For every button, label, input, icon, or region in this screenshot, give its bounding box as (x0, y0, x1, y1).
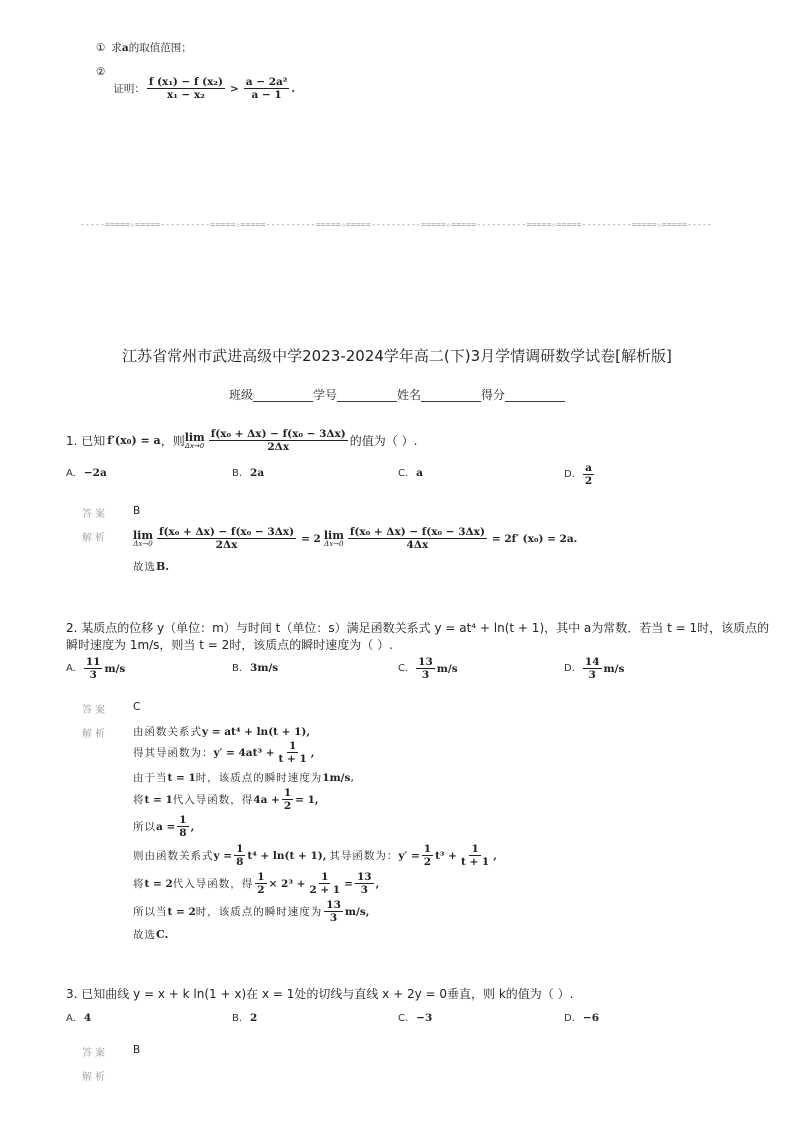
step-math: t = 2 (167, 905, 196, 918)
sub-item-2-number: ② (96, 66, 106, 78)
question-1-tail: 的值为（ ）. (349, 434, 418, 449)
step-punct: , (310, 746, 315, 759)
fraction-denominator: t + 1 (278, 753, 307, 766)
question-3-option-b[interactable] (232, 1012, 257, 1024)
fraction-numerator: f (x₁) − f (x₂) (148, 76, 223, 88)
question-2-analysis-label: 解析 (82, 729, 108, 740)
solution-fraction-2 (348, 526, 487, 551)
option-unit: m/s (436, 662, 458, 675)
fraction-denominator: a − 1 (251, 89, 282, 102)
step-punct: , (190, 820, 195, 833)
step-math: m/s, (344, 905, 370, 918)
fraction-denominator: 2 (584, 475, 593, 488)
fraction-denominator: x₁ − x₂ (167, 89, 205, 102)
fraction-numerator: a (585, 462, 592, 474)
option-letter: D. (564, 1012, 575, 1024)
option-fraction (84, 656, 103, 681)
step-text: 所以当 (133, 906, 168, 919)
step-text: 时，该质点的瞬时速度为 (195, 772, 323, 784)
option-letter: C. (398, 467, 409, 479)
fraction-denominator: 2 + 1 (309, 884, 341, 897)
sub-item-1-tail: 的取值范围； (128, 42, 192, 54)
fraction-numerator: f(x₀ + Δx) − f(x₀ − 3Δx) (159, 526, 295, 538)
step-math: y = at⁴ + ln(t + 1), (202, 725, 311, 738)
fraction-numerator: 1 (179, 814, 187, 826)
star-divider: -----=====☆=====----------=====☆=====----------=====☆=====----------=====☆=====----------=====☆=====----------=====☆=====----- (80, 220, 713, 229)
limit-word: lim (323, 528, 344, 542)
limit-operator (133, 530, 153, 548)
student-info-line: 班级__________学号__________姓名__________得分__________ (228, 388, 565, 402)
fraction-denominator: 4Δx (406, 539, 429, 552)
sub-item-1 (96, 40, 192, 55)
limit-word: lim (133, 528, 153, 542)
question-3-option-a[interactable] (66, 1012, 91, 1024)
step-math: t = 1 (167, 771, 196, 784)
question-2-answer: C (133, 701, 141, 713)
fraction-numerator: 13 (356, 871, 372, 883)
solution-step-2 (133, 740, 314, 765)
fraction-numerator: 11 (85, 656, 101, 668)
fraction-numerator: 1 (236, 843, 244, 855)
question-1-number: 1. 已知 (66, 434, 106, 449)
step-text: 将 (133, 878, 145, 891)
option-letter: B. (232, 1012, 243, 1024)
question-3-answer: B (133, 1044, 141, 1056)
fraction-numerator: 1 (321, 871, 329, 883)
step-text: 其导函数为： (329, 850, 399, 863)
sub-item-2-lhs-fraction (147, 76, 225, 101)
step-math: a = (156, 820, 176, 833)
question-3-stem: 3. 已知曲线 y = x + k ln(1 + x)在 x = 1处的切线与直线 x + 2y = 0垂直，则 k的值为（ ）. (66, 987, 574, 1001)
sub-item-2-label: 证明： (113, 83, 145, 96)
step-math: y′ = 4at³ + (213, 746, 275, 759)
fraction-numerator: 1 (288, 740, 297, 752)
option-letter: C. (398, 1012, 409, 1024)
option-letter: D. (564, 469, 575, 481)
option-value: −6 (582, 1012, 599, 1024)
fraction-numerator: 1 (283, 787, 292, 799)
step-text: 得其导函数为： (133, 747, 214, 760)
option-letter: A. (66, 467, 76, 479)
solution-step-6 (133, 843, 497, 868)
sub-item-2 (96, 66, 295, 101)
fraction-denominator: 2 (257, 884, 265, 897)
question-1-option-d[interactable] (564, 462, 596, 487)
step-math: t = 2 (144, 877, 173, 890)
period: . (291, 82, 296, 95)
step-fraction (277, 740, 309, 765)
step-fraction (177, 814, 188, 839)
limit-operator (185, 432, 205, 450)
sub-item-1-text: 求 (111, 42, 122, 54)
solution-step-5 (133, 814, 194, 839)
fraction-denominator: 3 (588, 669, 596, 682)
option-unit: m/s (104, 662, 126, 675)
question-1-solution-line (133, 526, 577, 551)
question-1-analysis-label: 解析 (82, 533, 108, 544)
solution-result: = 2f′ (x₀) = 2a. (491, 532, 578, 545)
fraction-numerator: 1 (423, 843, 432, 855)
step-fraction (255, 871, 266, 896)
fraction-numerator: 13 (326, 899, 341, 911)
limit-subscript: Δx→0 (185, 441, 205, 450)
step-math: t = 1 (144, 793, 173, 806)
option-letter: A. (66, 663, 76, 675)
option-unit: m/s (603, 662, 625, 675)
step-math: 1m/s (322, 771, 351, 784)
fraction-numerator: a − 2a² (245, 76, 288, 88)
option-value: 3m/s (250, 662, 279, 674)
question-2-stem-line-2: 瞬时速度为 1m/s，则当 t = 2时，该质点的瞬时速度为（ ）. (66, 638, 393, 652)
limit-subscript: Δx→0 (324, 539, 344, 548)
step-math: y′ = (398, 849, 420, 862)
question-1-condition: f′(x₀) = a (107, 434, 161, 448)
solution-fraction-1 (157, 526, 296, 551)
option-letter: B. (232, 467, 243, 479)
sub-item-1-number: ① (96, 41, 106, 54)
step-text: 由函数关系式 (133, 726, 202, 738)
fraction-numerator: f(x₀ + Δx) − f(x₀ − 3Δx) (349, 526, 485, 538)
step-punct: , (493, 849, 497, 862)
question-2-stem-line-1: 2. 某质点的位移 y（单位：m）与时间 t（单位：s）满足函数关系式 y = at⁴ + ln(t + 1)，其中 a为常数．若当 t = 1时，该质点的 (66, 621, 770, 635)
fraction-denominator: 3 (89, 669, 97, 682)
step-fraction (234, 843, 245, 868)
step-math: × 2³ + (268, 877, 306, 890)
option-value: 4 (83, 1012, 92, 1024)
limit-operator (324, 530, 344, 548)
fraction-denominator: t + 1 (460, 856, 490, 869)
solution-step-3 (133, 770, 355, 785)
choice-letter: C. (156, 928, 169, 941)
fraction-numerator: 1 (257, 871, 265, 883)
question-2-option-d[interactable] (564, 656, 624, 681)
question-3-answer-label: 答案 (82, 1048, 108, 1059)
step-math: = (344, 877, 353, 890)
option-fraction (583, 462, 594, 487)
greater-than-sign: > (229, 82, 239, 95)
step-math: y = (213, 849, 233, 862)
step-fraction (422, 843, 433, 868)
step-text: 代入导函数，得 (172, 794, 254, 807)
sub-item-2-rhs-fraction (244, 76, 290, 101)
sub-item-1-var: a (121, 41, 129, 54)
limit-word: lim (184, 430, 205, 444)
fraction-numerator: 13 (418, 656, 433, 668)
step-punct: , (350, 771, 355, 784)
option-value: −2a (83, 467, 107, 479)
question-3-option-d[interactable] (564, 1012, 599, 1024)
fraction-denominator: 3 (360, 884, 368, 897)
option-value: 2a (250, 467, 265, 479)
fraction-denominator: 8 (236, 856, 244, 869)
option-value: −3 (416, 1012, 433, 1024)
question-2-option-a[interactable] (66, 656, 125, 681)
step-fraction (307, 871, 342, 896)
question-3-analysis-label: 解析 (82, 1072, 108, 1083)
choice-text: 故选 (133, 561, 156, 573)
step-fraction (355, 871, 374, 896)
step-math: t³ + (435, 849, 457, 862)
fraction-denominator: 2 (283, 800, 292, 813)
option-letter: C. (398, 663, 409, 675)
step-punct: , (375, 877, 380, 890)
question-1-option-b[interactable] (232, 467, 264, 479)
fraction-denominator: 3 (329, 912, 338, 925)
step-text: 所以 (133, 821, 156, 834)
question-1-option-c[interactable] (398, 467, 423, 479)
step-text: 代入导函数，得 (172, 878, 254, 891)
question-1-choice (133, 559, 169, 574)
question-1-connector: ，则 (160, 434, 185, 449)
solution-step-9 (133, 927, 168, 942)
option-value: a (416, 467, 423, 479)
option-letter: A. (66, 1012, 76, 1024)
step-math: = 1, (295, 793, 319, 806)
option-letter: B. (232, 662, 243, 674)
step-text: 时，该质点的瞬时速度为 (195, 906, 323, 919)
fraction-denominator: 2Δx (267, 441, 290, 454)
solution-step-7 (133, 871, 379, 896)
question-2-option-c[interactable] (398, 656, 458, 681)
option-letter: D. (564, 663, 575, 675)
question-1-answer-label: 答案 (82, 509, 108, 520)
limit-subscript: Δx→0 (133, 539, 153, 548)
step-text: 则由函数关系式 (133, 850, 214, 863)
step-math: 4a + (253, 793, 280, 806)
fraction-numerator: f(x₀ + Δx) − f(x₀ − 3Δx) (210, 428, 346, 440)
fraction-numerator: 14 (584, 656, 600, 668)
step-fraction (282, 787, 293, 812)
option-fraction (416, 656, 435, 681)
exam-title: 江苏省常州市武进高级中学2023-2024学年高二(下)3月学情调研数学试卷[解析版] (122, 347, 672, 365)
step-math: t⁴ + ln(t + 1), (247, 849, 327, 862)
option-fraction (583, 656, 602, 681)
solution-step-4 (133, 787, 319, 812)
fraction-denominator: 2Δx (215, 539, 238, 552)
question-3-option-c[interactable] (398, 1012, 432, 1024)
step-fraction (459, 843, 491, 868)
fraction-numerator: 1 (471, 843, 479, 855)
solution-step-8 (133, 899, 369, 924)
step-text: 由于当 (133, 772, 168, 784)
step-text: 将 (133, 794, 145, 807)
question-1-stem (66, 428, 417, 453)
question-2-answer-label: 答案 (82, 705, 108, 716)
fraction-denominator: 3 (421, 669, 430, 682)
question-1-option-a[interactable] (66, 467, 107, 479)
question-1-answer: B (133, 505, 141, 517)
fraction-denominator: 2 (423, 856, 432, 869)
choice-text: 故选 (133, 929, 156, 941)
solution-step-1 (133, 724, 310, 739)
question-1-fraction (209, 428, 348, 453)
solution-equals: = 2 (301, 532, 321, 545)
fraction-denominator: 8 (179, 827, 187, 840)
choice-letter: B. (156, 560, 170, 573)
question-2-option-b[interactable] (232, 662, 278, 674)
option-value: 2 (250, 1012, 258, 1024)
step-fraction (324, 899, 343, 924)
